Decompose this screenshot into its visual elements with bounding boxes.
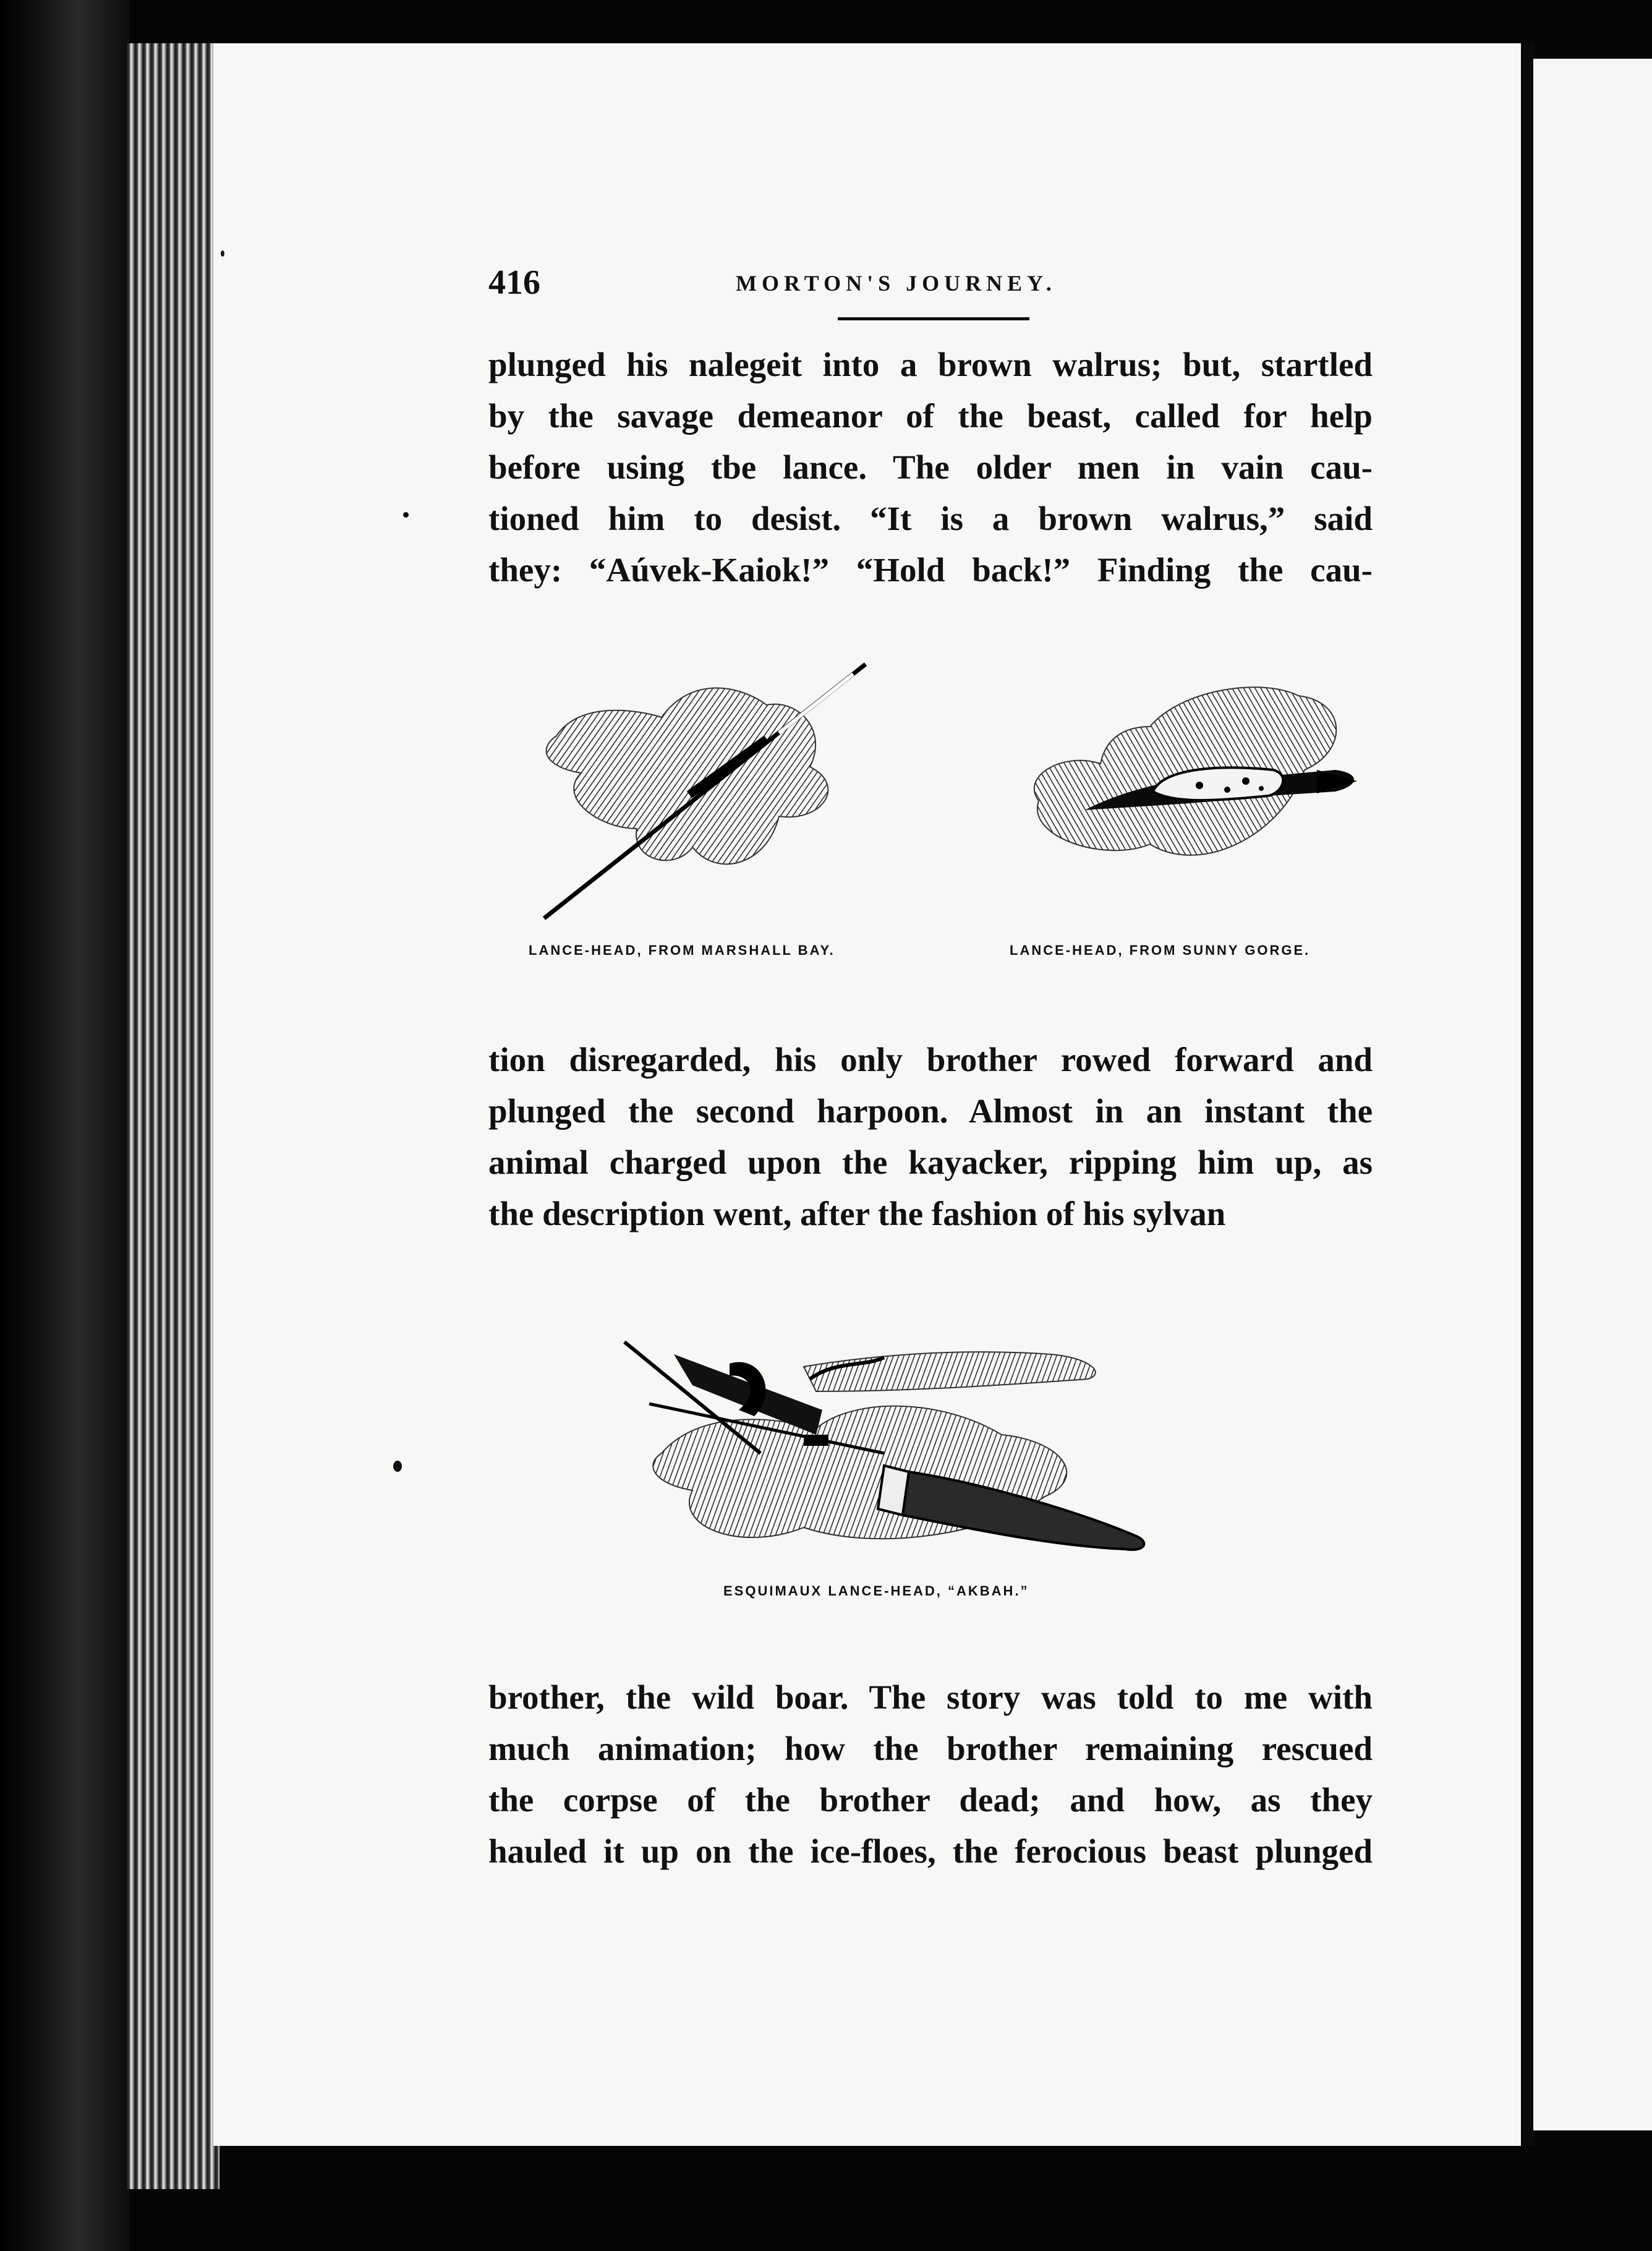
text-line: by the savage demeanor of the beast, called for help: [488, 397, 1373, 435]
ink-speck: [403, 512, 409, 518]
paragraph-1: [488, 339, 1373, 596]
figure-caption: ESQUIMAUX LANCE-HEAD, “AKBAH.”: [723, 1583, 1029, 1599]
paragraph-3: [488, 1672, 1373, 1877]
book-binding-shadow: [0, 0, 130, 2251]
text-line: brother, the wild boar. The story was told to me with: [488, 1678, 1373, 1716]
figure-caption: LANCE-HEAD, FROM SUNNY GORGE.: [1010, 942, 1311, 958]
text-line: tion disregarded, his only brother rowed forward and: [488, 1041, 1373, 1079]
page-number: 416: [488, 263, 540, 302]
text-line: tioned him to desist. “It is a brown walrus,” said: [488, 500, 1373, 537]
sunny-gorge-lance-illustration: [1014, 677, 1373, 881]
running-header: [488, 263, 1150, 306]
text-line: animal charged upon the kayacker, ripping him up, as: [488, 1143, 1373, 1181]
ink-speck: [393, 1461, 402, 1472]
page-gutter: [1521, 43, 1535, 2146]
paragraph-2: [488, 1034, 1373, 1239]
text-line: plunged the second harpoon. Almost in an instant the: [488, 1092, 1373, 1130]
text-line: the description went, after the fashion of his sylvan: [488, 1195, 1226, 1232]
text-line: hauled it up on the ice-floes, the ferocious beast plunged: [488, 1832, 1373, 1870]
header-rule: [838, 317, 1029, 320]
marshall-bay-lance-illustration: [532, 662, 878, 928]
akbah-lance-illustration: [618, 1330, 1237, 1565]
figure-caption: LANCE-HEAD, FROM MARSHALL BAY.: [529, 942, 835, 958]
page-stack-edge: [127, 43, 219, 2189]
text-line: the corpse of the brother dead; and how, as they: [488, 1781, 1373, 1819]
text-line: before using tbe lance. The older men in vain cau-: [488, 448, 1373, 486]
text-line: much animation; how the brother remaining rescued: [488, 1730, 1373, 1767]
running-title: MORTON'S JOURNEY.: [736, 271, 1057, 296]
text-line: they: “Aúvek-Kaiok!” “Hold back!” Finding the cau-: [488, 551, 1373, 589]
text-line: plunged his nalegeit into a brown walrus; but, startled: [488, 346, 1373, 383]
facing-page-edge: [1533, 59, 1652, 2130]
ink-speck: [221, 250, 224, 257]
